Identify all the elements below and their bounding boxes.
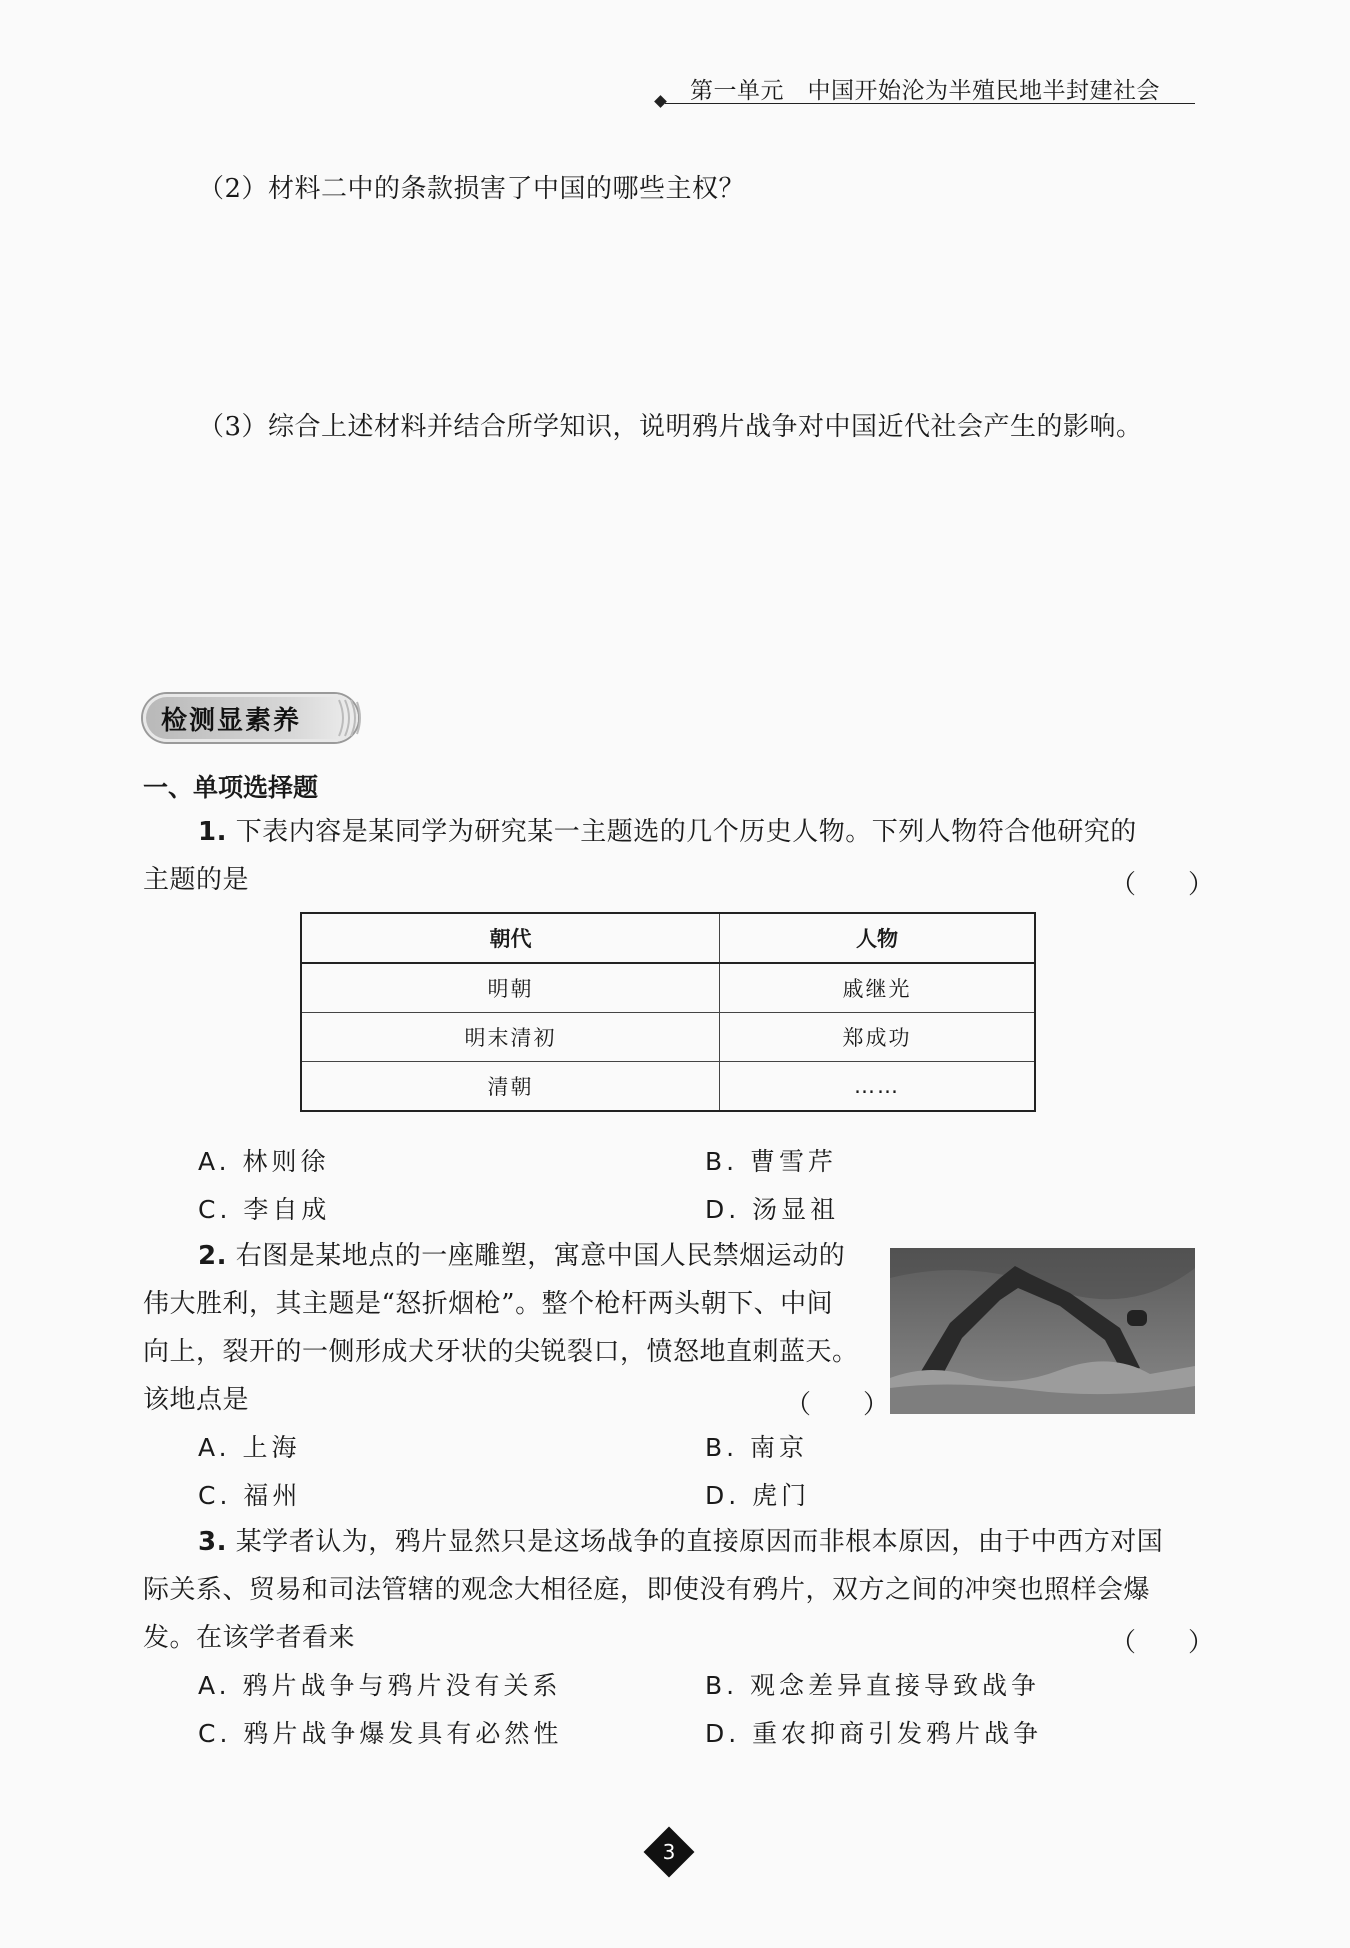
table-cell: 明末清初: [301, 1013, 719, 1062]
q3-line2: 际关系、贸易和司法管辖的观念大相径庭，即使没有鸦片，双方之间的冲突也照样会爆: [143, 1575, 1151, 1605]
q3-option-b: B. 观念差异直接导致战争: [705, 1671, 1041, 1700]
header-diamond-icon: [654, 95, 667, 108]
q3-line3: 发。在该学者看来: [143, 1623, 356, 1653]
q2-option-d: D. 虎门: [705, 1481, 811, 1510]
q2-line1: [198, 1232, 845, 1280]
table-row: [301, 1013, 1035, 1062]
q1-option-c: C. 李自成: [198, 1195, 331, 1224]
header-rule: [665, 103, 1195, 104]
badge-stripes-icon: [335, 696, 365, 740]
q1-answer-bracket: （ ）: [1110, 870, 1215, 900]
q3-option-d: D. 重农抑商引发鸦片战争: [705, 1719, 1043, 1748]
q3-option-c: C. 鸦片战争爆发具有必然性: [198, 1719, 563, 1748]
section-badge-label: 检测显素养: [161, 706, 302, 736]
q2-line2: 伟大胜利，其主题是“怒折烟枪”。整个枪杆两头朝下、中间: [143, 1289, 834, 1319]
q1-line2: 主题的是: [143, 865, 250, 895]
sub-question-3: （3）综合上述材料并结合所学知识，说明鸦片战争对中国近代社会产生的影响。: [198, 412, 1143, 442]
q2-line3: 向上，裂开的一侧形成犬牙状的尖锐裂口，愤怒地直刺蓝天。: [143, 1337, 859, 1367]
section-badge: [143, 694, 358, 742]
table-row: [301, 963, 1035, 1013]
q3-line1: [198, 1518, 1163, 1566]
table-cell: 清朝: [301, 1062, 719, 1112]
q3-option-a: A. 鸦片战争与鸦片没有关系: [198, 1671, 562, 1700]
q3-number: 3.: [198, 1527, 227, 1557]
table-cell: 郑成功: [719, 1013, 1035, 1062]
table-row: [301, 1062, 1035, 1112]
q2-line4: 该地点是: [143, 1385, 250, 1415]
table-header-dynasty: 朝代: [301, 913, 719, 963]
q1-option-a: A. 林则徐: [198, 1147, 330, 1176]
q1-number: 1.: [198, 817, 227, 847]
section-heading: 一、单项选择题: [143, 773, 319, 802]
table-cell: 明朝: [301, 963, 719, 1013]
q1-line1: [198, 808, 1137, 856]
q3-text: 某学者认为，鸦片显然只是这场战争的直接原因而非根本原因，由于中西方对国: [235, 1527, 1164, 1557]
q2-text: 右图是某地点的一座雕塑，寓意中国人民禁烟运动的: [235, 1241, 846, 1271]
q1-option-b: B. 曹雪芹: [705, 1147, 838, 1176]
table-header-person: 人物: [719, 913, 1035, 963]
q3-answer-bracket: （ ）: [1110, 1628, 1215, 1658]
table-cell: ……: [719, 1062, 1035, 1112]
q2-option-b: B. 南京: [705, 1433, 809, 1462]
table-cell: 戚继光: [719, 963, 1035, 1013]
q1-text: 下表内容是某同学为研究某一主题选的几个历史人物。下列人物符合他研究的: [235, 817, 1137, 847]
q2-option-a: A. 上海: [198, 1433, 301, 1462]
q1-option-d: D. 汤显祖: [705, 1195, 840, 1224]
sculpture-photo: [890, 1248, 1195, 1414]
running-header: 第一单元 中国开始沦为半殖民地半封建社会: [690, 78, 1160, 104]
q2-answer-bracket: （ ）: [785, 1390, 890, 1420]
page-number: 3: [662, 1840, 676, 1864]
q2-option-c: C. 福州: [198, 1481, 302, 1510]
q1-table: [300, 912, 1036, 1112]
q2-number: 2.: [198, 1241, 227, 1271]
sub-question-2: （2）材料二中的条款损害了中国的哪些主权？: [198, 174, 746, 204]
